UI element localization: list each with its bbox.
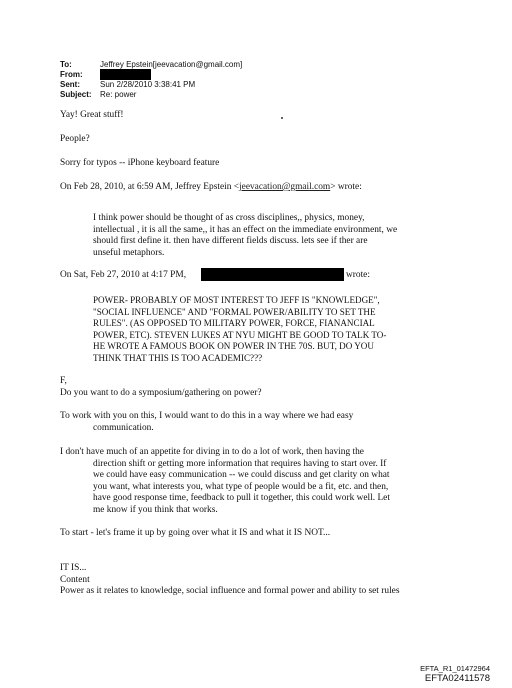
sent-label: Sent:	[60, 80, 80, 89]
to-label: To:	[60, 60, 72, 69]
to-value: Jeffrey Epstein[jeevacation@gmail.com]	[100, 60, 243, 69]
quote1-header-post: > wrote:	[330, 182, 362, 192]
from-label: From:	[60, 70, 83, 79]
redaction-from	[100, 69, 151, 80]
quote2-header-post: wrote:	[346, 270, 370, 280]
body-line-content: Content	[60, 574, 90, 585]
header-sent-row	[60, 80, 195, 90]
body-line-work: To work with you on this, I would want to do this in a way where we had easy	[60, 411, 354, 421]
body-line-f: F,	[60, 376, 67, 386]
appetite-line: me know if you think that works.	[93, 504, 218, 515]
body-line-people: People?	[60, 134, 90, 144]
quote2-caps-line: POWER, ETC). STEVEN LUKES AT NYU MIGHT BE GOOD TO TALK TO-	[93, 329, 387, 340]
footer-id-2: EFTA02411578	[424, 673, 490, 684]
quote2-header-pre: On Sat, Feb 27, 2010 at 4:17 PM,	[60, 270, 187, 280]
body-line-work-cont: communication.	[93, 422, 154, 433]
subject-value: Re: power	[100, 90, 137, 99]
quote2-caps-line: POWER- PROBABLY OF MOST INTEREST TO JEFF IS "KNOWLEDGE",	[93, 295, 380, 305]
quote2-caps-line: THINK THAT THIS IS TOO ACADEMIC???	[93, 353, 263, 363]
sent-value: Sun 2/28/2010 3:38:41 PM	[100, 80, 196, 89]
quote1-email-link[interactable]: jeevacation@gmail.com	[239, 182, 331, 192]
body-line-start: To start - let's frame it up by going over what it IS and what it IS NOT...	[60, 528, 331, 538]
appetite-line: have good response time, feedback to pull it together, this could work well. Let	[93, 493, 390, 503]
header-to-row	[60, 60, 242, 70]
appetite-line: I don't have much of an appetite for diving in to do a lot of work, then having the	[60, 447, 364, 457]
redaction-sender	[201, 268, 344, 281]
body-line-typos: Sorry for typos -- iPhone keyboard feature	[60, 158, 220, 168]
body-line-power: Power as it relates to knowledge, social influence and formal power and ability to set rules	[60, 586, 400, 596]
appetite-line: direction shift or getting more information that requires having to start over. If	[93, 458, 387, 469]
footer-id-1: EFTA_R1_01472964	[420, 664, 490, 673]
body-line-symposium: Do you want to do a symposium/gathering on power?	[60, 387, 262, 398]
quote2-caps-line: "SOCIAL INFLUENCE" AND "FORMAL POWER/ABILITY TO SET THE	[93, 306, 376, 317]
appetite-line: you want, what interests you, what type of people would be a fit, etc. and then,	[93, 481, 389, 492]
quote1-line: I think power should be thought of as cross disciplines,, physics, money,	[93, 213, 365, 223]
header-from-row	[60, 70, 100, 80]
quote2-caps-line: HE WROTE A FAMOUS BOOK ON POWER IN THE 70S. BUT, DO YOU	[93, 341, 374, 352]
quote1-line: unseful metaphors.	[93, 247, 165, 258]
header-subject-row	[60, 90, 136, 100]
body-line-itis: IT IS...	[60, 563, 87, 573]
stray-mark	[281, 117, 283, 119]
quote2-caps-line: RULES". (AS OPPOSED TO MILITARY POWER, FORCE, FIANANCIAL	[93, 318, 375, 329]
body-line-yay: Yay! Great stuff!	[60, 110, 124, 120]
quote1-header	[60, 182, 362, 194]
appetite-line: we could have easy communication -- we could discuss and get clarity on what	[93, 470, 390, 480]
quote1-line: should first define it. then have different fields discuss. lets see if ther are	[93, 236, 368, 246]
subject-label: Subject:	[60, 90, 92, 99]
quote1-line: intellectual , it is all the same,, it has an effect on the immediate environment, we	[93, 224, 398, 235]
quote1-header-pre: On Feb 28, 2010, at 6:59 AM, Jeffrey Epstein <	[60, 182, 240, 192]
